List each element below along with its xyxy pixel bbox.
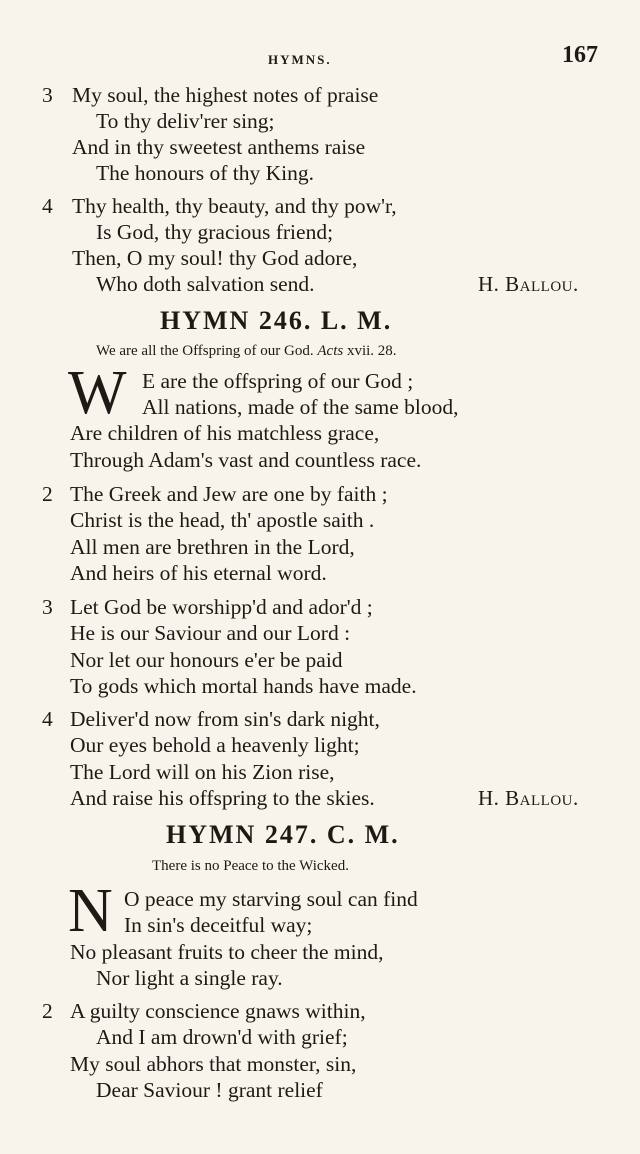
verse-line: Who doth salvation send.	[96, 272, 315, 296]
verse-line: My soul abhors that monster, sin,	[70, 1052, 357, 1076]
hymn-author: H. Ballou.	[478, 786, 579, 810]
scripture-book: Acts	[317, 343, 344, 359]
subtitle-text: We are all the Offspring of our God.	[96, 343, 314, 359]
verse-line: Our eyes behold a heavenly light;	[70, 733, 360, 757]
hymn-title: HYMN 246. L. M.	[160, 306, 393, 335]
stanza-number: 3	[42, 83, 53, 107]
verse-line: Nor light a single ray.	[96, 966, 283, 990]
verse-line: Christ is the head, th' apostle saith .	[70, 508, 375, 532]
verse-line: A guilty conscience gnaws within,	[70, 999, 366, 1023]
stanza-number: 4	[42, 707, 53, 731]
verse-line: And raise his offspring to the skies.	[70, 786, 375, 810]
verse-line: Are children of his matchless grace,	[70, 421, 380, 445]
verse-line: To gods which mortal hands have made.	[70, 674, 417, 698]
verse-line: All men are brethren in the Lord,	[70, 535, 355, 559]
running-title: HYMNS.	[268, 52, 332, 67]
running-head	[0, 44, 640, 74]
verse-line: Deliver'd now from sin's dark night,	[70, 707, 380, 731]
stanza-number: 4	[42, 194, 53, 218]
verse-line: And heirs of his eternal word.	[70, 561, 327, 585]
hymn-subtitle: There is no Peace to the Wicked.	[152, 858, 349, 874]
hymn-author: H. Ballou.	[478, 272, 579, 296]
verse-line: Then, O my soul! thy God adore,	[72, 246, 358, 270]
stanza-number: 3	[42, 595, 53, 619]
verse-line: Through Adam's vast and countless race.	[70, 448, 422, 472]
verse-line: And I am drown'd with grief;	[96, 1025, 348, 1049]
verse-line: Thy health, thy beauty, and thy pow'r,	[72, 194, 397, 218]
stanza-number: 2	[42, 999, 53, 1023]
verse-line: And in thy sweetest anthems raise	[72, 135, 366, 159]
verse-line: Let God be worshipp'd and ador'd ;	[70, 595, 373, 619]
verse-line: My soul, the highest notes of praise	[72, 83, 379, 107]
verse-line: Nor let our honours e'er be paid	[70, 648, 343, 672]
verse-line: Dear Saviour ! grant relief	[96, 1078, 323, 1102]
verse-line: In sin's deceitful way;	[124, 913, 313, 937]
verse-line: No pleasant fruits to cheer the mind,	[70, 940, 384, 964]
verse-line: O peace my starving soul can find	[124, 887, 418, 911]
verse-line: The honours of thy King.	[96, 161, 314, 185]
verse-line: E are the offspring of our God ;	[142, 369, 414, 393]
hymn-subtitle	[96, 343, 397, 360]
verse-line: He is our Saviour and our Lord :	[70, 621, 351, 645]
verse-line: The Lord will on his Zion rise,	[70, 760, 335, 784]
stanza-number: 2	[42, 482, 53, 506]
verse-line: All nations, made of the same blood,	[142, 395, 459, 419]
verse-line: Is God, thy gracious friend;	[96, 220, 334, 244]
scripture-verse: xvii. 28.	[346, 343, 397, 359]
page-number: 167	[562, 42, 598, 68]
verse-line: To thy deliv'rer sing;	[96, 109, 275, 133]
verse-line: The Greek and Jew are one by faith ;	[70, 482, 388, 506]
drop-capital: N	[68, 877, 113, 945]
drop-capital: W	[68, 359, 127, 427]
hymn-title: HYMN 247. C. M.	[166, 820, 400, 849]
